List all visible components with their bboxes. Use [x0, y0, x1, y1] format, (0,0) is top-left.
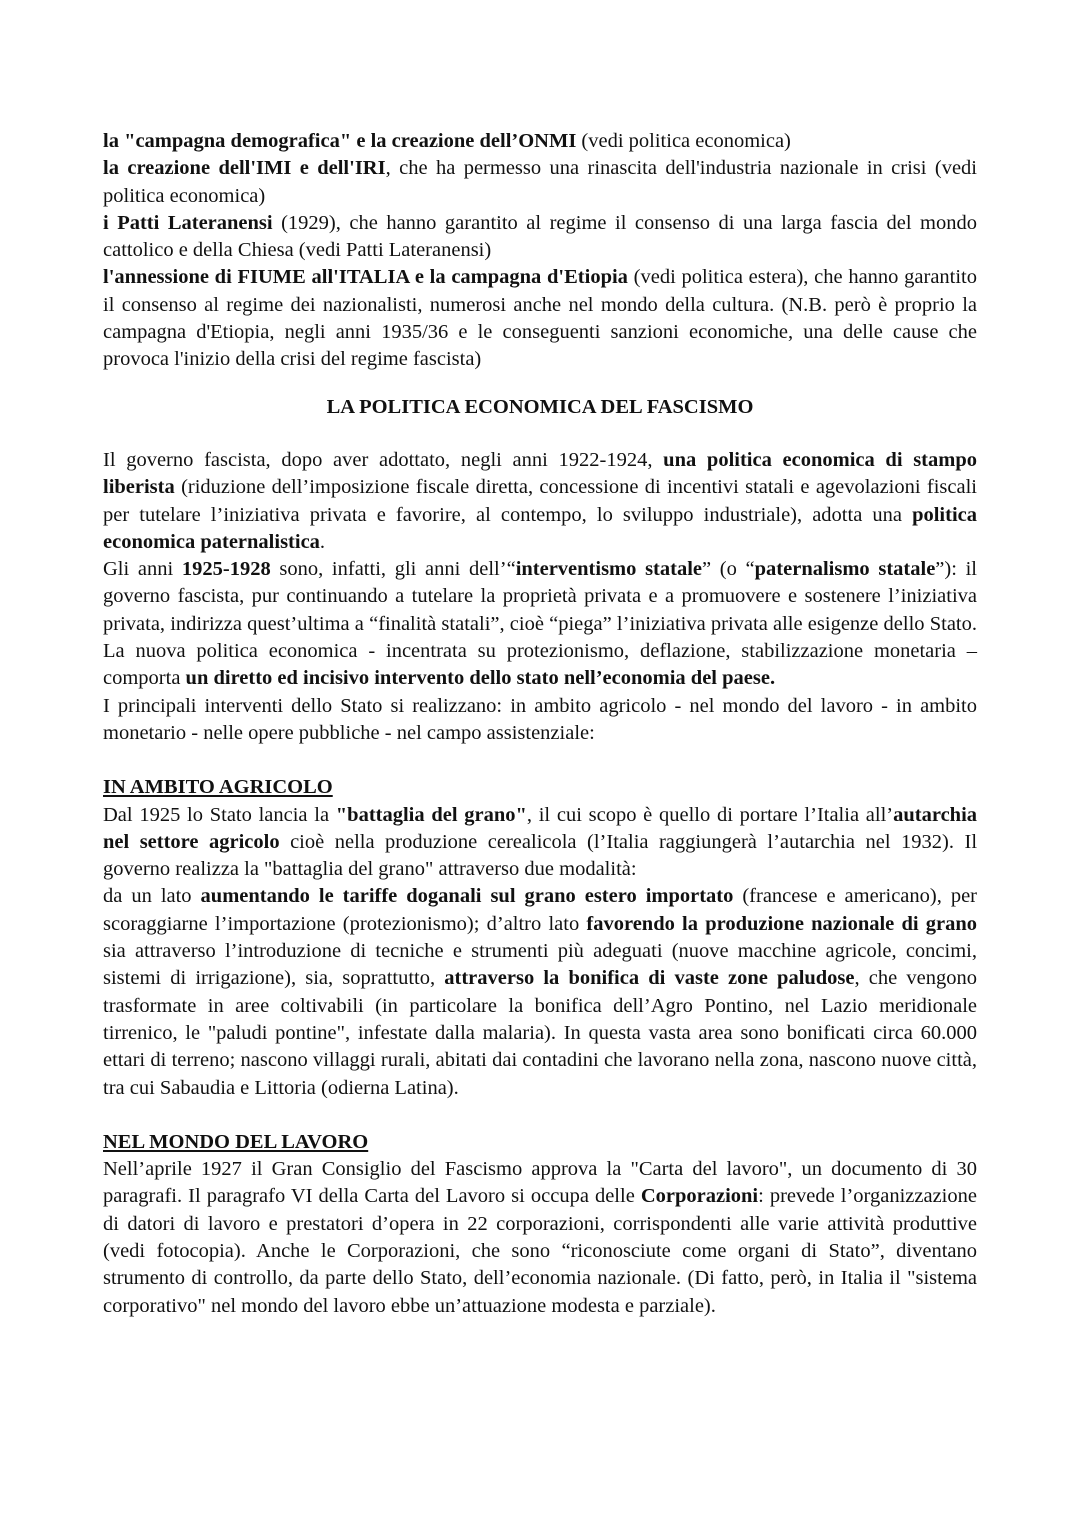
intro-item-text: , che ha permesso una rinascita dell'industria nazionale in crisi (vedi politica economica) — [103, 157, 977, 207]
paragraph-text: ”): il governo fascista, pur continuando a tutelare la proprietà privata e a promuovere e sostenere l’iniziativa privata, indirizza quest’ultima a “finalità statali”, cioè “piega” l’iniziativa privata alle esigenze dello Stato. La nuova politica economica - incentrata su protezionismo, deflazione, stabilizzazione monetaria – comporta — [103, 558, 977, 690]
economy-paragraph-interventi — [103, 693, 977, 748]
section-title-lavoro: NEL MONDO DEL LAVORO — [103, 1130, 369, 1153]
paragraph-bold: favorendo la produzione nazionale di grano — [586, 912, 977, 935]
intro-item-text: (vedi politica estera), che hanno garantito il consenso al regime dei nazionalisti, numerosi anche nel mondo della cultura. (N.B. però è proprio la campagna d'Etiopia, negli anni 1935/36 e le conseguenti sanzioni economiche, una delle cause che provoca l'inizio della crisi del regime fascista) — [103, 266, 977, 371]
intro-item-patti-lateranensi — [103, 210, 977, 265]
intro-list — [103, 128, 977, 374]
intro-item-imi-iri — [103, 155, 977, 210]
paragraph-bold: "battaglia del grano" — [335, 803, 527, 826]
intro-item-text: (1929), che hanno garantito al regime il consenso di una larga fascia del mondo cattolico e della Chiesa (vedi Patti Lateranensi) — [103, 211, 977, 262]
paragraph-text: . — [319, 530, 326, 553]
paragraph-text: Dal 1925 lo Stato lancia la — [103, 803, 336, 826]
agricolo-paragraph-modalita — [103, 883, 977, 1101]
intro-item-bold: la creazione dell'IMI e dell'IRI — [103, 157, 386, 180]
paragraph-text: sia attraverso l’introduzione di tecniche e strumenti più adeguati (nuove macchine agricole, concimi, sistemi di irrigazione), sia, soprattutto, — [103, 940, 977, 990]
intro-item-bold: la "campagna demografica" e la creazione dell’ONMI — [103, 130, 577, 152]
paragraph-text: (riduzione dell’imposizione fiscale diretta, concessione di incentivi statali e agevolazioni fiscali per tutelare l’iniziativa privata e favorire, al contempo, lo sviluppo industriale), adotta una — [103, 476, 977, 526]
paragraph-text: : prevede l’organizzazione di datori di lavoro e prestatori d’opera in 22 corporazioni, corrispondenti alle varie attività produttive (vedi fotocopia). Anche le Corporazioni, che sono “riconosciute come organi di Stato”, diventano strumento di controllo, da parte dello Stato, dell’economia nazionale. (Di fatto, però, in Italia il "sistema corporativo" nel mondo del lavoro ebbe un’attuazione modesta e parziale). — [103, 1185, 977, 1317]
paragraph-text: ” (o “ — [702, 558, 755, 581]
paragraph-text: cioè nella produzione cerealicola (l’Italia raggiungerà l’autarchia nel 1932). Il governo realizza la "battaglia del grano" attraverso due modalità: — [103, 830, 978, 881]
paragraph-text: sono, infatti, gli anni dell’“ — [270, 558, 516, 581]
paragraph-text: (francese e americano), per scoraggiarne l’importazione (protezionismo); d’altro lato — [103, 885, 977, 935]
section-agricolo — [103, 774, 977, 1102]
paragraph-text: , che vengono trasformate in aree coltivabili (in particolare la bonifica dell’Agro Pontino, nel Lazio meridionale tirrenico, le "paludi pontine", infestate dalla malaria). In questa vasta area sono bonificati circa 60.000 ettari di terreno; nascono villaggi rurali, abitati dai contadini che lavorano nella zona, nascono nuove città, tra cui Sabaudia e Littoria (odierna Latina). — [103, 967, 977, 1099]
economy-section — [103, 447, 977, 747]
paragraph-text: I principali interventi dello Stato si realizzano: in ambito agricolo - nel mondo del lavoro - in ambito monetario - nelle opere pubbliche - nel campo assistenziale: — [103, 694, 977, 744]
section-title-agricolo: IN AMBITO AGRICOLO — [103, 776, 333, 799]
paragraph-text: Gli anni — [103, 558, 182, 581]
intro-item-bold: i Patti Lateranensi — [103, 211, 273, 234]
lavoro-paragraph-carta — [103, 1156, 977, 1320]
document-page — [103, 128, 977, 1320]
section-lavoro — [103, 1129, 977, 1320]
agricolo-paragraph-battaglia — [103, 802, 977, 884]
paragraph-text: da un lato — [103, 885, 201, 908]
main-heading: LA POLITICA ECONOMICA DEL FASCISMO — [326, 395, 754, 418]
paragraph-bold: paternalismo statale — [754, 558, 936, 581]
economy-paragraph-interventismo — [103, 556, 977, 692]
paragraph-bold: politica economica paternalistica — [103, 503, 977, 553]
paragraph-bold: interventismo statale — [515, 558, 702, 581]
paragraph-text: , il cui scopo è quello di portare l’Italia all’ — [526, 803, 894, 826]
intro-item-onmi — [103, 128, 977, 155]
economy-paragraph-liberista — [103, 447, 977, 556]
intro-item-text: (vedi politica economica) — [576, 130, 791, 152]
paragraph-bold: aumentando le tariffe doganali sul grano estero importato — [200, 885, 734, 908]
paragraph-bold: Corporazioni — [640, 1185, 759, 1208]
paragraph-bold: autarchia nel settore agricolo — [103, 803, 978, 853]
paragraph-bold: un diretto ed incisivo intervento dello stato nell’economia del paese. — [185, 667, 776, 690]
paragraph-bold: una politica economica di stampo liberista — [103, 448, 977, 499]
intro-item-fiume-etiopia — [103, 264, 977, 373]
paragraph-text: Nell’aprile 1927 il Gran Consiglio del Fascismo approva la "Carta del lavoro", un documento di 30 paragrafi. Il paragrafo VI della Carta del Lavoro si occupa delle — [103, 1158, 977, 1208]
paragraph-text: Il governo fascista, dopo aver adottato, negli anni 1922-1924, — [103, 448, 664, 471]
intro-item-bold: l'annessione di FIUME all'ITALIA e la campagna d'Etiopia — [103, 266, 628, 289]
paragraph-bold: 1925-1928 — [181, 558, 271, 581]
paragraph-bold: attraverso la bonifica di vaste zone paludose — [444, 967, 855, 990]
